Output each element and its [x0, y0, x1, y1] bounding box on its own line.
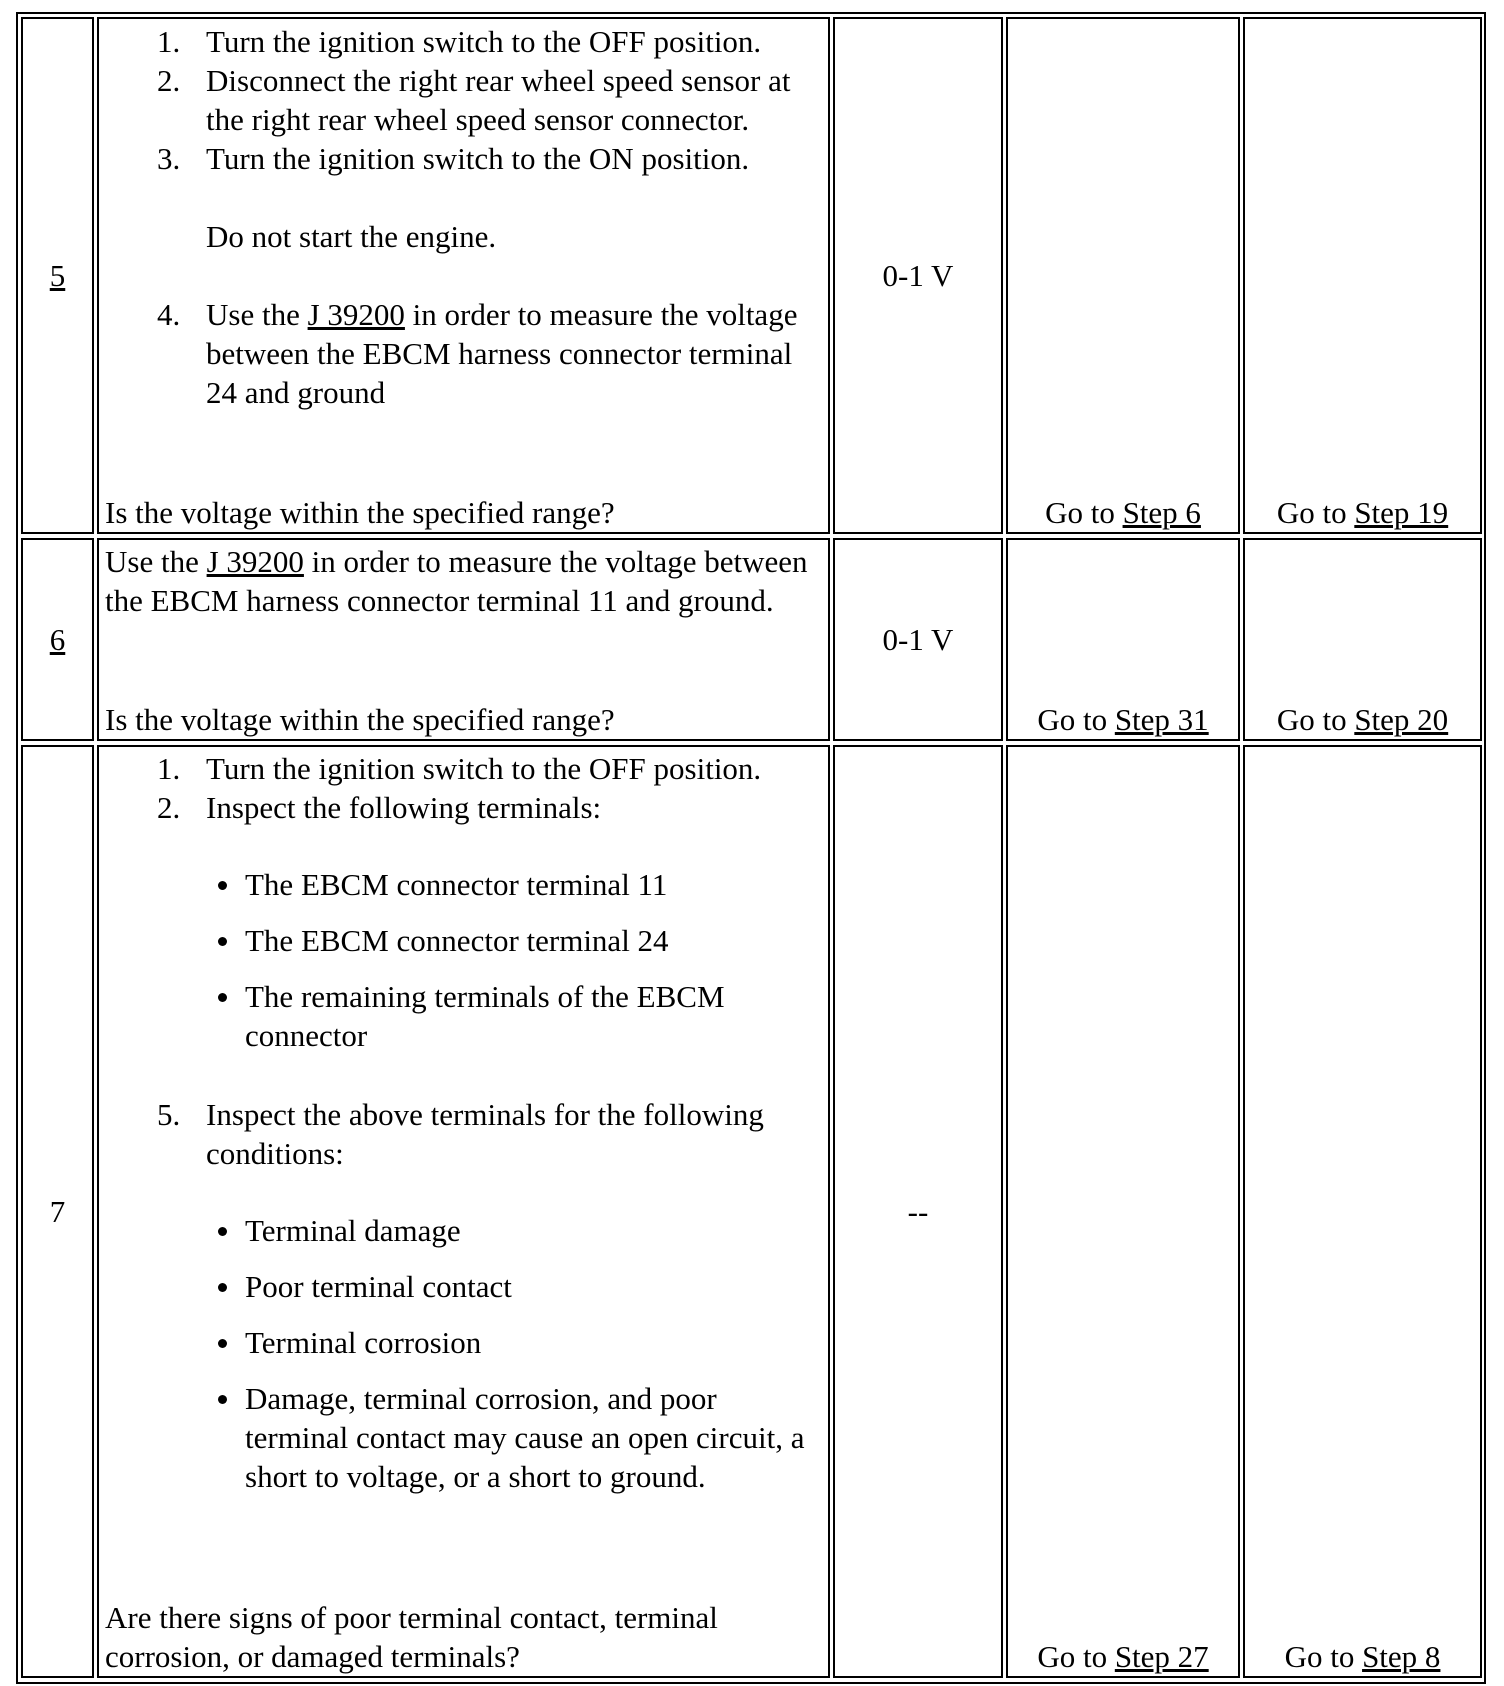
yes-step-link[interactable]: Step 27: [1114, 1639, 1209, 1674]
no-step-link[interactable]: Step 20: [1354, 702, 1449, 737]
step-number-cell: [21, 17, 94, 534]
value-text: 0-1 V: [882, 622, 954, 657]
item-text: Turn the ignition switch to the OFF position.: [206, 24, 762, 59]
item-text: Inspect the above terminals for the following conditions:: [206, 1097, 764, 1171]
item-number: 5.: [157, 1097, 181, 1132]
bullet-icon: [218, 1227, 227, 1236]
bullet-item: [105, 977, 822, 1055]
bullet-text: The EBCM connector terminal 11: [245, 867, 668, 902]
item-text-post: in order to measure the voltage between the EBCM harness connector terminal 24 and ground: [206, 297, 798, 410]
bullet-icon: [218, 1339, 227, 1348]
list-item: [105, 749, 822, 788]
question-text: Is the voltage within the specified range?: [105, 495, 615, 530]
value-cell: [833, 17, 1003, 534]
diagnostic-table: [16, 12, 1486, 1684]
bullet-text: Terminal corrosion: [245, 1325, 482, 1360]
bullet-item: [105, 921, 822, 960]
step-number-cell: [21, 538, 94, 741]
no-pre: Go to: [1276, 702, 1347, 737]
list-item: [105, 22, 822, 61]
tool-link[interactable]: J 39200: [206, 544, 304, 579]
yes-pre: Go to: [1037, 702, 1108, 737]
no-cell: [1243, 538, 1482, 741]
yes-step-link[interactable]: Step 6: [1122, 495, 1201, 530]
action-text-post: in order to measure the voltage between the EBCM harness connector terminal 11 and ground.: [105, 544, 808, 618]
yes-cell: [1006, 17, 1240, 534]
list-item: [105, 295, 822, 412]
list-item: [105, 1095, 822, 1173]
bullet-text: Damage, terminal corrosion, and poor terminal contact may cause an open circuit, a short to voltage, or a short to ground.: [245, 1381, 805, 1494]
bullet-icon: [218, 881, 227, 890]
action-cell: [97, 538, 830, 741]
table-row-step-6: [18, 538, 1484, 741]
bullet-text: The EBCM connector terminal 24: [245, 923, 669, 958]
no-step-link[interactable]: Step 19: [1354, 495, 1449, 530]
bullet-text: The remaining terminals of the EBCM connector: [245, 979, 725, 1053]
item-number: 1.: [157, 24, 181, 59]
value-cell: [833, 745, 1003, 1678]
list-item: [105, 61, 822, 139]
bullet-icon: [218, 993, 227, 1002]
item-text-pre: Use the: [206, 297, 308, 332]
action-text-pre: Use the: [105, 544, 207, 579]
value-cell: [833, 538, 1003, 741]
bullet-item: [105, 865, 822, 904]
step-number-cell: [21, 745, 94, 1678]
yes-step-link[interactable]: Step 31: [1114, 702, 1209, 737]
value-text: 0-1 V: [882, 258, 954, 293]
question-text: Are there signs of poor terminal contact, terminal corrosion, or damaged terminals?: [105, 1600, 718, 1674]
bullet-icon: [218, 1283, 227, 1292]
table-row-step-7: [18, 745, 1484, 1678]
action-cell: [97, 17, 830, 534]
no-cell: [1243, 17, 1482, 534]
item-number: 1.: [157, 751, 181, 786]
no-cell: [1243, 745, 1482, 1678]
no-step-link[interactable]: Step 8: [1362, 1639, 1441, 1674]
bullet-text: Poor terminal contact: [245, 1269, 512, 1304]
item-number: 3.: [157, 141, 181, 176]
bullet-icon: [218, 1395, 227, 1404]
bullet-item: [105, 1323, 822, 1362]
yes-cell: [1006, 538, 1240, 741]
step-number-link[interactable]: 6: [49, 622, 66, 657]
action-text: [105, 542, 822, 620]
action-cell: [97, 745, 830, 1678]
question-text: Is the voltage within the specified range?: [105, 702, 615, 737]
bullet-icon: [218, 937, 227, 946]
tool-link[interactable]: J 39200: [307, 297, 405, 332]
item-text: Disconnect the right rear wheel speed sensor at the right rear wheel speed sensor connector.: [206, 63, 791, 137]
no-pre: Go to: [1284, 1639, 1355, 1674]
yes-pre: Go to: [1037, 1639, 1108, 1674]
value-text: --: [907, 1194, 929, 1229]
step-number: 7: [49, 1194, 66, 1229]
yes-pre: Go to: [1045, 495, 1115, 530]
item-number: 2.: [157, 790, 181, 825]
list-item: [105, 788, 822, 827]
note-text: Do not start the engine.: [206, 219, 497, 254]
list-item: [105, 139, 822, 178]
item-text: Inspect the following terminals:: [206, 790, 602, 825]
item-number: 4.: [157, 297, 181, 332]
bullet-item: [105, 1267, 822, 1306]
table-row-step-5: [18, 17, 1484, 534]
bullet-item: [105, 1211, 822, 1250]
step-number-link[interactable]: 5: [49, 258, 66, 293]
item-text: Turn the ignition switch to the OFF position.: [206, 751, 762, 786]
bullet-text: Terminal damage: [245, 1213, 461, 1248]
bullet-item: [105, 1379, 822, 1496]
no-pre: Go to: [1276, 495, 1347, 530]
item-text: Turn the ignition switch to the ON position.: [206, 141, 750, 176]
item-number: 2.: [157, 63, 181, 98]
yes-cell: [1006, 745, 1240, 1678]
